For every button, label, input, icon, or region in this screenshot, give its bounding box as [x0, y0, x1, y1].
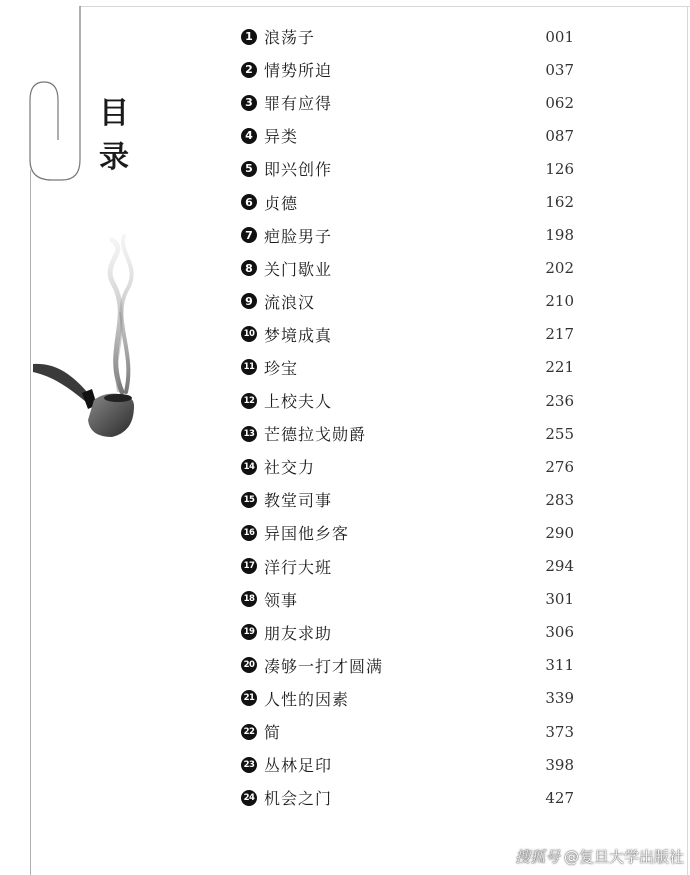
chapter-number-badge: 4: [241, 128, 257, 144]
chapter-title: 领事: [264, 590, 299, 610]
chapter-number-badge: 8: [241, 260, 257, 276]
page-number: 001: [545, 27, 574, 46]
page-number: 301: [545, 590, 574, 609]
chapter-title: 珍宝: [264, 358, 299, 378]
chapter-number-badge: 21: [241, 690, 257, 706]
page-number: 210: [545, 292, 574, 311]
toc-list: [241, 20, 581, 814]
toc-entry[interactable]: [241, 252, 581, 285]
chapter-title: 凑够一打才圆满: [264, 656, 384, 676]
chapter-number-badge: 2: [241, 62, 257, 78]
chapter-number-badge: 15: [241, 492, 257, 508]
chapter-number-badge: 22: [241, 724, 257, 740]
page-number: 255: [545, 424, 574, 443]
chapter-number-badge: 5: [241, 161, 257, 177]
chapter-title: 芒德拉戈勋爵: [264, 425, 367, 445]
page-number: 236: [545, 391, 574, 410]
page-number: 283: [545, 490, 574, 509]
chapter-number-badge: 14: [241, 459, 257, 475]
toc-entry[interactable]: [241, 516, 581, 549]
toc-entry[interactable]: [241, 185, 581, 218]
chapter-number-badge: 7: [241, 227, 257, 243]
page-number: 126: [545, 159, 574, 178]
page-number: 398: [545, 755, 574, 774]
toc-entry[interactable]: [241, 152, 581, 185]
page-number: 087: [545, 126, 574, 145]
page-number: 202: [545, 259, 574, 278]
chapter-title: 社交力: [264, 458, 316, 478]
toc-heading: [96, 92, 132, 180]
chapter-number-badge: 17: [241, 558, 257, 574]
chapter-number-badge: 23: [241, 757, 257, 773]
chapter-number-badge: 24: [241, 790, 257, 806]
watermark-account: @复旦大学出版社: [563, 848, 684, 866]
chapter-number-badge: 1: [241, 29, 257, 45]
pipe-illustration: [0, 0, 150, 460]
page-number: 162: [545, 193, 574, 212]
toc-entry[interactable]: [241, 53, 581, 86]
toc-entry[interactable]: [241, 649, 581, 682]
chapter-title: 情势所迫: [264, 61, 333, 81]
toc-heading-char-1: 目: [99, 96, 129, 131]
page-number: 427: [545, 788, 574, 807]
chapter-title: 贞德: [264, 193, 299, 213]
toc-entry[interactable]: [241, 550, 581, 583]
chapter-number-badge: 19: [241, 624, 257, 640]
watermark-platform: 搜狐号: [514, 848, 560, 866]
toc-entry[interactable]: [241, 483, 581, 516]
page-number: 062: [545, 93, 574, 112]
page-number: 037: [545, 60, 574, 79]
toc-entry[interactable]: [241, 86, 581, 119]
toc-entry[interactable]: [241, 351, 581, 384]
chapter-title: 关门歇业: [264, 259, 333, 279]
chapter-title: 疤脸男子: [264, 226, 333, 246]
toc-entry[interactable]: [241, 583, 581, 616]
chapter-number-badge: 18: [241, 591, 257, 607]
chapter-title: 流浪汉: [264, 292, 316, 312]
page-number: 339: [545, 689, 574, 708]
chapter-title: 简: [264, 723, 282, 743]
toc-entry[interactable]: [241, 417, 581, 450]
page-number: 294: [545, 557, 574, 576]
toc-entry[interactable]: [241, 616, 581, 649]
chapter-number-badge: 11: [241, 359, 257, 375]
chapter-number-badge: 12: [241, 393, 257, 409]
right-rule: [687, 6, 688, 875]
chapter-title: 洋行大班: [264, 557, 333, 577]
page-number: 217: [545, 325, 574, 344]
chapter-title: 人性的因素: [264, 689, 350, 709]
chapter-title: 罪有应得: [264, 94, 333, 114]
toc-heading-char-2: 录: [99, 140, 129, 175]
chapter-title: 丛林足印: [264, 756, 333, 776]
chapter-number-badge: 16: [241, 525, 257, 541]
toc-entry[interactable]: [241, 318, 581, 351]
chapter-title: 朋友求助: [264, 623, 333, 643]
toc-entry[interactable]: [241, 450, 581, 483]
page-number: 311: [545, 656, 574, 675]
page-number: 221: [545, 358, 574, 377]
chapter-number-badge: 20: [241, 657, 257, 673]
watermark: [515, 846, 684, 867]
chapter-title: 梦境成真: [264, 325, 333, 345]
chapter-title: 异类: [264, 127, 299, 147]
toc-entry[interactable]: [241, 285, 581, 318]
toc-entry[interactable]: [241, 781, 581, 814]
page-number: 306: [545, 623, 574, 642]
toc-entry[interactable]: [241, 682, 581, 715]
chapter-number-badge: 3: [241, 95, 257, 111]
chapter-title: 异国他乡客: [264, 524, 350, 544]
chapter-number-badge: 6: [241, 194, 257, 210]
page-number: 276: [545, 457, 574, 476]
chapter-title: 机会之门: [264, 789, 333, 809]
chapter-title: 教堂司事: [264, 491, 333, 511]
chapter-title: 即兴创作: [264, 160, 333, 180]
page-number: 373: [545, 722, 574, 741]
chapter-number-badge: 10: [241, 326, 257, 342]
chapter-number-badge: 13: [241, 426, 257, 442]
chapter-title: 浪荡子: [264, 28, 316, 48]
toc-entry[interactable]: [241, 384, 581, 417]
toc-entry[interactable]: [241, 219, 581, 252]
toc-entry[interactable]: [241, 748, 581, 781]
page-number: 290: [545, 523, 574, 542]
page-number: 198: [545, 226, 574, 245]
top-rule: [80, 6, 690, 7]
chapter-number-badge: 9: [241, 293, 257, 309]
toc-entry[interactable]: [241, 715, 581, 748]
toc-entry[interactable]: [241, 20, 581, 53]
chapter-title: 上校夫人: [264, 392, 333, 412]
toc-entry[interactable]: [241, 119, 581, 152]
